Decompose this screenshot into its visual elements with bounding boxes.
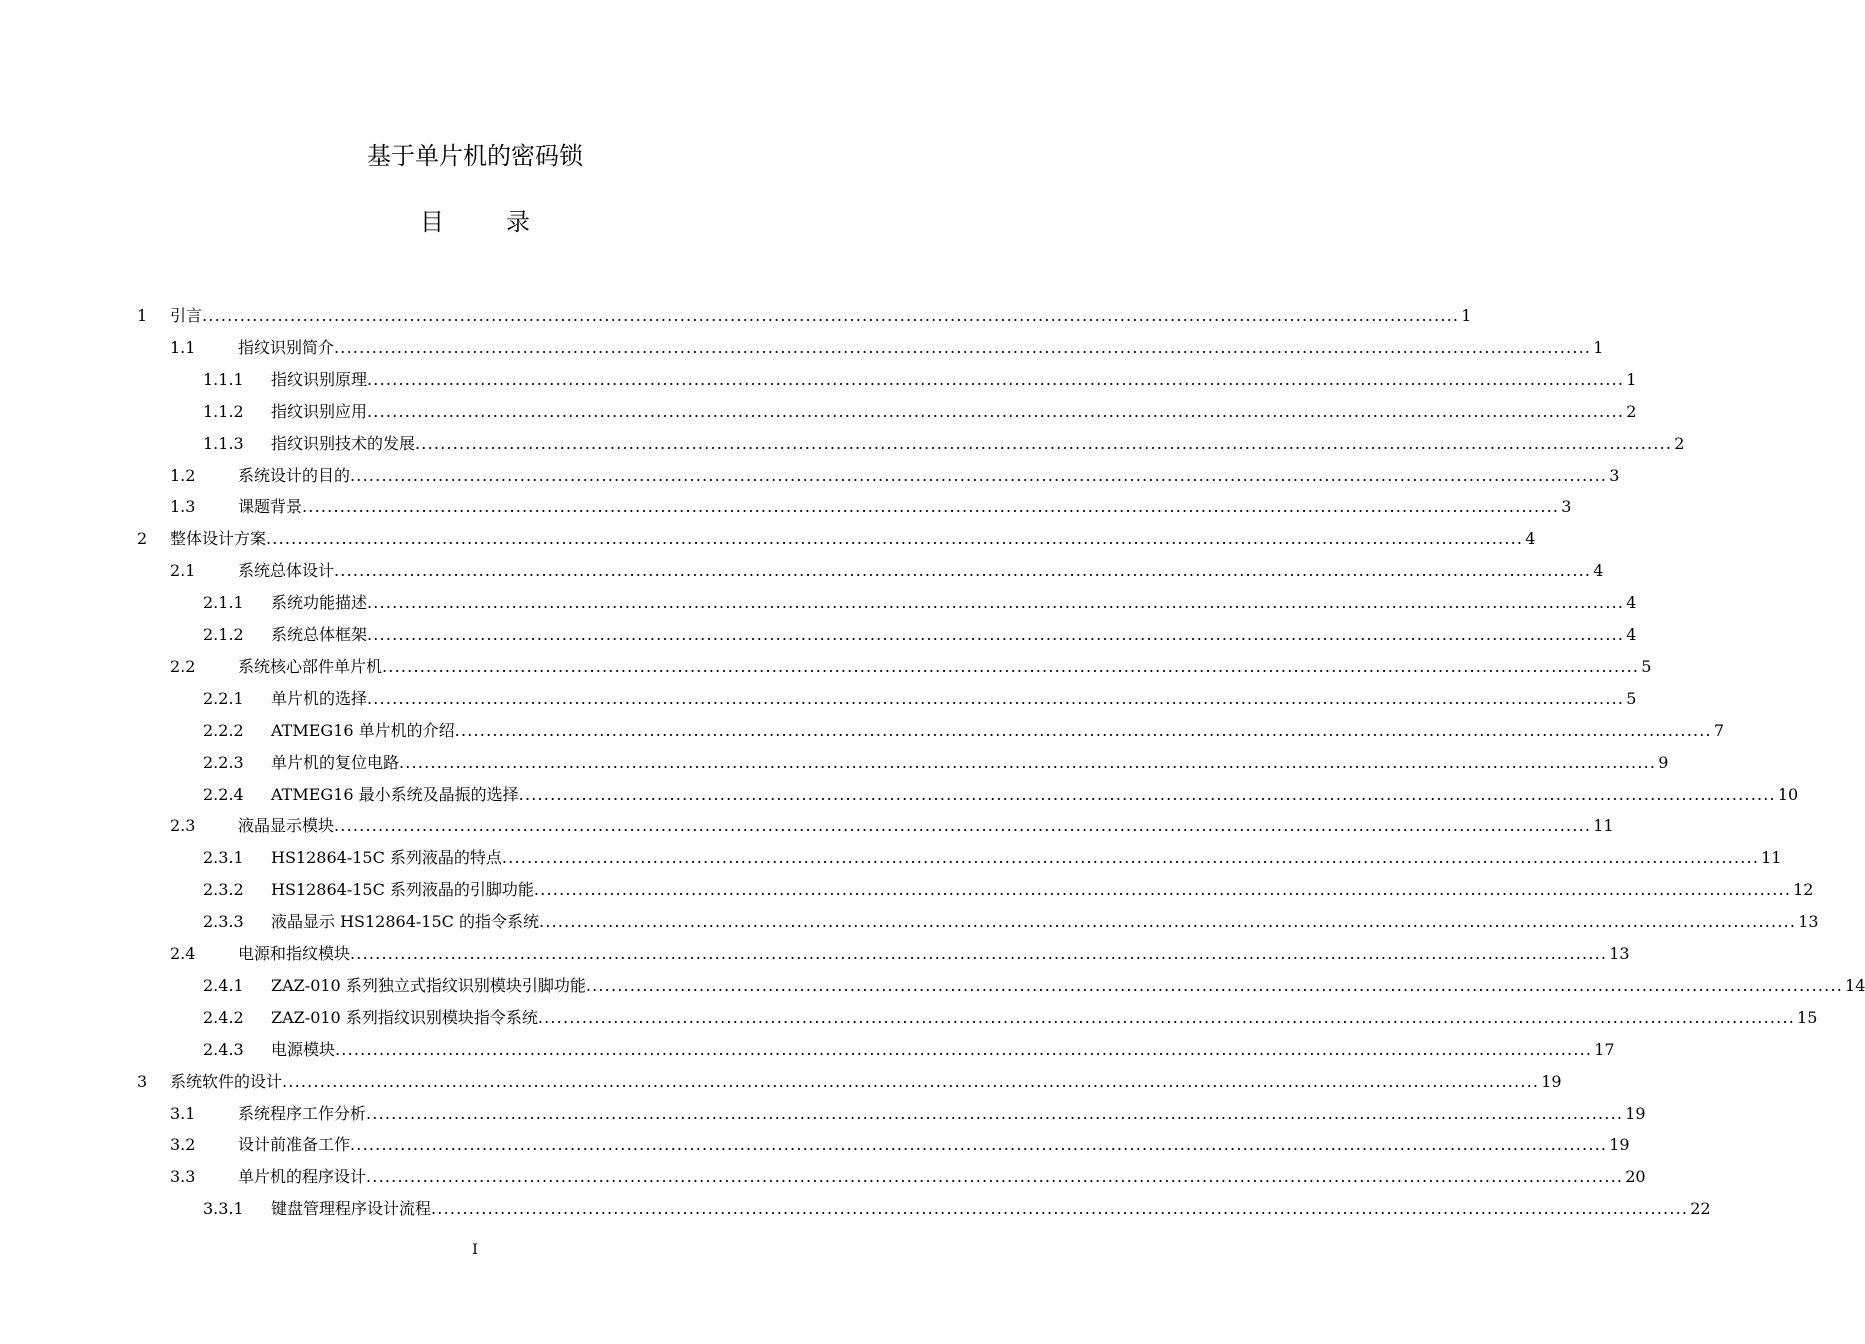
toc-dot-leader: ........................................................................................................................................................................................................ [537,1007,1796,1027]
toc-entry[interactable] [0,938,1630,970]
toc-entry-number: 2.4.2 [203,1007,244,1027]
toc-entry[interactable] [0,874,1814,906]
toc-entry[interactable] [0,587,1637,619]
toc-entry-number: 2.1.2 [203,625,244,644]
toc-dot-leader: ........................................................................................................................................................................................................ [367,369,1625,389]
toc-entry[interactable] [0,1193,1711,1225]
toc-entry[interactable] [0,1066,1562,1098]
toc-entry[interactable] [0,300,1472,332]
toc-entry-page: 4 [1525,529,1536,549]
toc-entry[interactable] [0,970,1865,1002]
toc-entry-title: 系统设计的目的 [238,465,351,485]
toc-dot-leader: ........................................................................................................................................................................................................ [266,529,1524,549]
toc-heading [0,202,950,237]
toc-entry-page: 1 [1461,306,1472,325]
toc-dot-leader: ........................................................................................................................................................................................................ [518,784,1776,804]
toc-entry-title: ZAZ-010 系列指纹识别模块指令系统 [271,1007,538,1027]
toc-dot-leader: ........................................................................................................................................................................................................ [367,401,1625,421]
toc-dot-leader: ........................................................................................................................................................................................................ [302,497,1560,517]
toc-entry[interactable] [0,651,1652,683]
toc-entry-number: 2.2 [170,656,196,676]
toc-entry-title: 系统核心部件单片机 [238,656,383,676]
toc-entry-number: 2.2.2 [203,720,244,740]
toc-entry-page: 1 [1626,369,1637,389]
toc-dot-leader: ........................................................................................................................................................................................................ [367,688,1625,708]
toc-entry[interactable] [0,1161,1646,1193]
toc-entry[interactable] [0,491,1572,523]
toc-entry-page: 9 [1658,752,1669,772]
toc-entry[interactable] [0,555,1604,587]
toc-entry-number: 2.2.3 [203,752,244,772]
toc-entry-number: 1 [137,306,148,325]
toc-entry-number: 3.3 [170,1167,196,1187]
toc-entry[interactable] [0,1098,1646,1130]
toc-dot-leader: ........................................................................................................................................................................................................ [539,912,1797,932]
toc-dot-leader: ........................................................................................................................................................................................................ [415,433,1673,453]
toc-dot-leader: ........................................................................................................................................................................................................ [367,593,1625,613]
page-number: I [472,1242,478,1258]
toc-entry-number: 2.4 [170,944,196,963]
toc-entry-page: 3 [1609,465,1620,485]
toc-heading-right: 录 [506,208,530,236]
toc-entry-number: 2.4.3 [203,1039,244,1059]
toc-dot-leader: ........................................................................................................................................................................................................ [350,465,1608,485]
toc-entry[interactable] [0,523,1536,555]
toc-entry-title: 单片机的程序设计 [238,1167,367,1187]
toc-entry-title: ZAZ-010 系列独立式指纹识别模块引脚功能 [271,975,586,995]
toc-entry-page: 3 [1561,497,1572,517]
toc-entry-number: 3 [137,1071,148,1091]
toc-entry-number: 2.3.3 [203,912,244,932]
toc-entry[interactable] [0,460,1620,492]
toc-dot-leader: ........................................................................................................................................................................................................ [282,1071,1540,1091]
toc-entry-title: 引言 [170,306,203,325]
toc-dot-leader: ........................................................................................................................................................................................................ [382,656,1640,676]
toc-entry[interactable] [0,842,1782,874]
toc-entry-title: 系统程序工作分析 [238,1103,367,1123]
toc-entry-title: 键盘管理程序设计流程 [271,1199,432,1219]
toc-entry-number: 3.1 [170,1103,196,1123]
toc-dot-leader: ........................................................................................................................................................................................................ [367,625,1625,644]
toc-entry-title: 指纹识别技术的发展 [271,433,416,453]
toc-entry-page: 17 [1594,1039,1615,1059]
toc-entry-title: 整体设计方案 [170,529,267,549]
toc-entry[interactable] [0,1129,1630,1161]
toc-entry[interactable] [0,619,1637,651]
toc-entry[interactable] [0,1002,1818,1034]
toc-entry-number: 1.1 [170,337,196,357]
toc-entry-title: 电源和指纹模块 [238,944,351,963]
toc-dot-leader: ........................................................................................................................................................................................................ [533,880,1792,900]
toc-entry-number: 2.1 [170,561,196,581]
toc-dot-leader: ........................................................................................................................................................................................................ [454,720,1712,740]
toc-entry-page: 4 [1626,593,1637,613]
toc-entry-page: 4 [1626,625,1637,644]
toc-entry-number: 2.3.1 [203,848,244,868]
toc-entry-page: 10 [1777,784,1799,804]
toc-entry-number: 2 [137,529,148,549]
toc-entry-page: 12 [1793,880,1814,900]
toc-entry-page: 5 [1641,656,1652,676]
toc-dot-leader: ........................................................................................................................................................................................................ [366,1167,1624,1187]
toc-entry-number: 2.4.1 [203,975,244,995]
toc-dot-leader: ........................................................................................................................................................................................................ [350,1135,1608,1155]
toc-dot-leader: ........................................................................................................................................................................................................ [585,975,1844,995]
toc-entry-page: 4 [1593,561,1604,581]
toc-entry-title: ATMEG16 单片机的介绍 [271,720,455,740]
toc-dot-leader: ........................................................................................................................................................................................................ [399,752,1657,772]
toc-entry-title: 指纹识别简介 [238,337,335,357]
toc-entry[interactable] [0,364,1637,396]
toc-dot-leader: ........................................................................................................................................................................................................ [202,306,1460,325]
toc-entry-number: 2.3 [170,816,196,836]
toc-entry-title: 课题背景 [238,497,303,517]
toc-entry-number: 3.2 [170,1135,196,1155]
toc-dot-leader: ........................................................................................................................................................................................................ [334,816,1592,836]
toc-entry-number: 1.1.3 [203,433,244,453]
toc-entry-title: 单片机的复位电路 [271,752,400,772]
toc-entry-title: 指纹识别原理 [271,369,368,389]
toc-entry-number: 2.3.2 [203,880,244,900]
toc-heading-left: 目 [420,208,444,236]
document-title: 基于单片机的密码锁 [367,142,583,170]
toc-entry-page: 14 [1845,975,1865,995]
toc-entry-title: 系统功能描述 [271,593,368,613]
toc-entry-page: 19 [1541,1071,1562,1091]
toc-entry-page: 19 [1625,1103,1646,1123]
toc-entry[interactable] [0,428,1685,460]
toc-entry-page: 5 [1626,688,1637,708]
toc-entry-title: 单片机的选择 [271,688,368,708]
toc-entry-number: 1.2 [170,465,196,485]
toc-entry-number: 2.2.4 [203,784,244,804]
toc-dot-leader: ........................................................................................................................................................................................................ [334,337,1592,357]
toc-entry-number: 1.3 [170,497,196,517]
toc-entry-title: 系统总体设计 [238,561,335,581]
toc-entry-number: 1.1.2 [203,401,244,421]
toc-entry-title: HS12864-15C 系列液晶的引脚功能 [271,880,534,900]
toc-entry-page: 2 [1626,401,1637,421]
toc-entry-title: HS12864-15C 系列液晶的特点 [271,848,502,868]
toc-entry-title: 电源模块 [271,1039,336,1059]
toc-entry-title: ATMEG16 最小系统及晶振的选择 [271,784,519,804]
toc-dot-leader: ........................................................................................................................................................................................................ [350,944,1608,963]
toc-entry-page: 13 [1609,944,1630,963]
toc-entry-page: 2 [1674,433,1685,453]
toc-dot-leader: ........................................................................................................................................................................................................ [335,1039,1593,1059]
toc-entry-page: 19 [1609,1135,1630,1155]
toc-dot-leader: ........................................................................................................................................................................................................ [366,1103,1624,1123]
toc-entry-number: 3.3.1 [203,1199,244,1219]
toc-entry-number: 2.1.1 [203,593,244,613]
toc-entry-page: 15 [1797,1007,1818,1027]
toc-entry-page: 20 [1625,1167,1646,1187]
toc-dot-leader: ........................................................................................................................................................................................................ [431,1199,1689,1219]
toc-entry[interactable] [0,906,1819,938]
toc-entry-title: 系统总体框架 [271,625,368,644]
toc-entry[interactable] [0,747,1669,779]
toc-entry-page: 1 [1593,337,1604,357]
toc-entry-number: 2.2.1 [203,688,244,708]
toc-entry[interactable] [0,332,1604,364]
toc-entry[interactable] [0,396,1637,428]
toc-entry-page: 11 [1593,816,1614,836]
toc-entry-title: 液晶显示模块 [238,816,335,836]
toc-entry[interactable] [0,779,1799,811]
toc-entry-title: 设计前准备工作 [238,1135,351,1155]
toc-entry-page: 13 [1798,912,1819,932]
toc-entry[interactable] [0,1034,1615,1066]
toc-entry-page: 22 [1690,1199,1711,1219]
toc-entry-title: 液晶显示 HS12864-15C 的指令系统 [271,912,539,932]
toc-dot-leader: ........................................................................................................................................................................................................ [501,848,1760,868]
toc-dot-leader: ........................................................................................................................................................................................................ [334,561,1592,581]
toc-entry[interactable] [0,715,1725,747]
toc-entry-page: 11 [1761,848,1782,868]
toc-entry-title: 指纹识别应用 [271,401,368,421]
toc-entry-number: 1.1.1 [203,369,244,389]
toc-entry-page: 7 [1713,720,1725,740]
toc-entry-title: 系统软件的设计 [170,1071,283,1091]
toc-entry[interactable] [0,810,1614,842]
toc-entry[interactable] [0,683,1637,715]
